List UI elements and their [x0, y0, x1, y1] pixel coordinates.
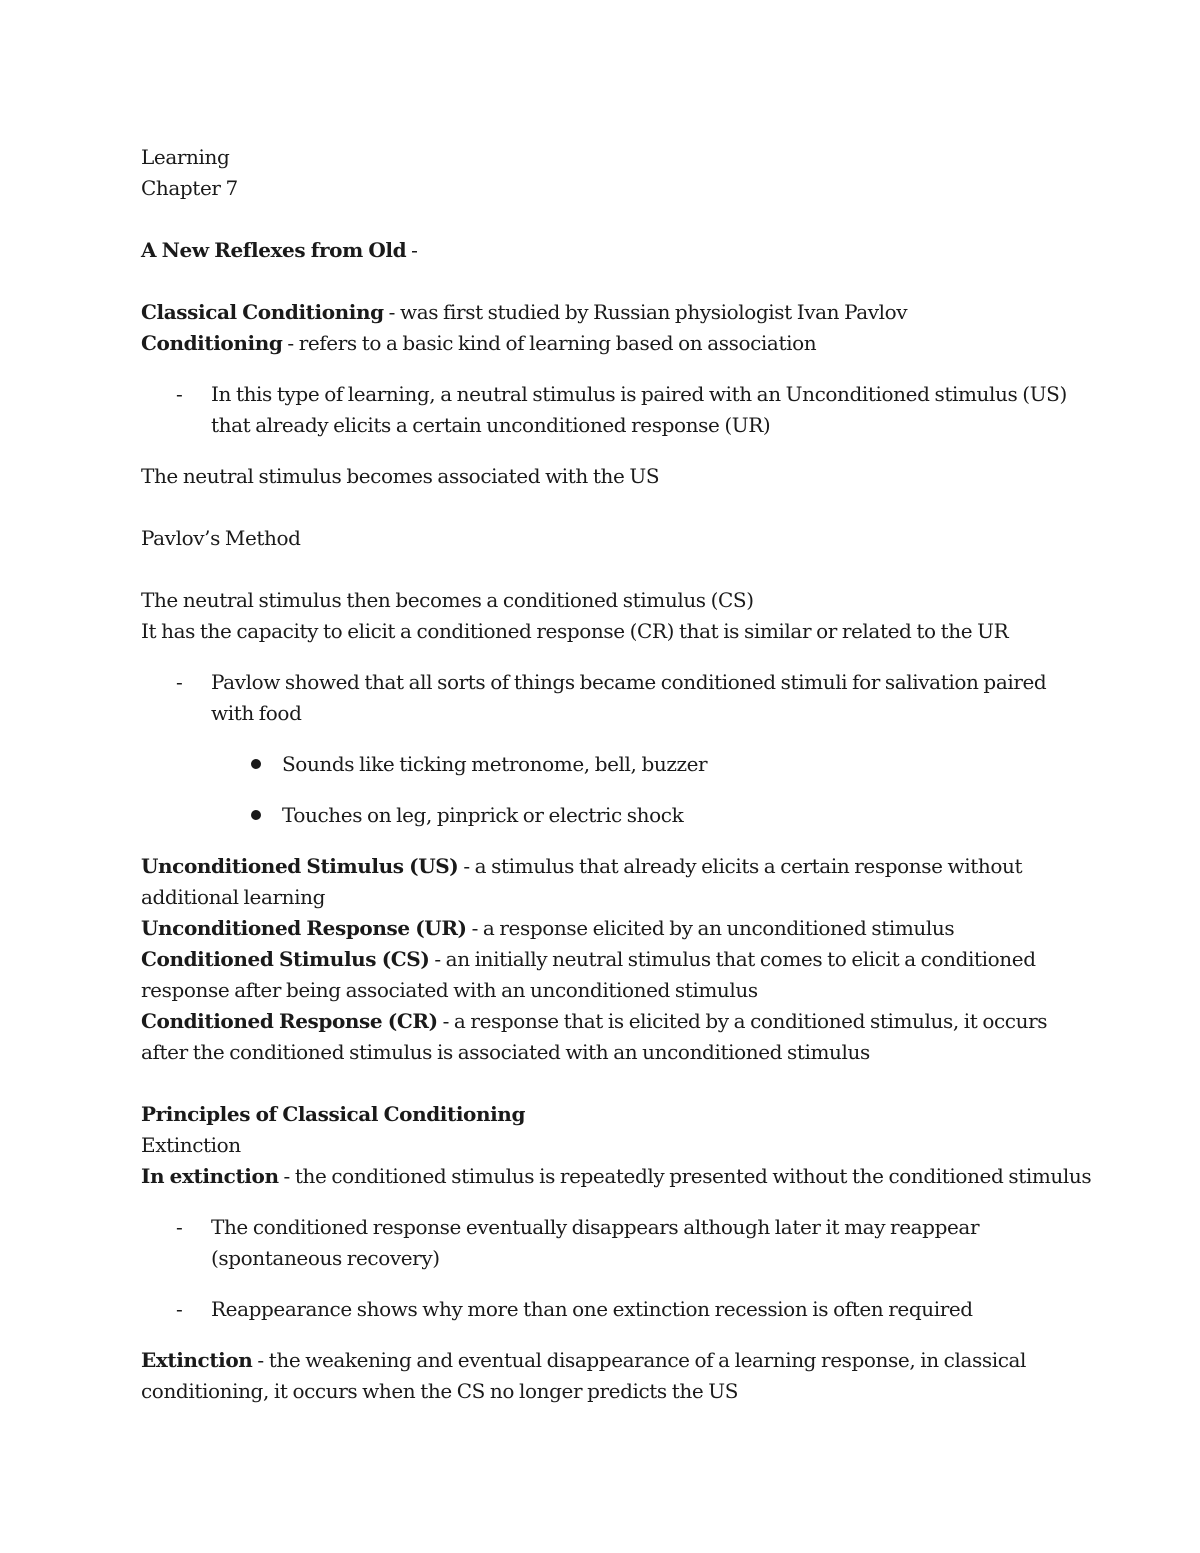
dash-list-item-text: The conditioned response eventually disappears although later it may reappear (spontaneous recovery) [211, 1215, 980, 1270]
dash-list-item [141, 1294, 1071, 1325]
dash-list-item-text: Pavlow showed that all sorts of things became conditioned stimuli for salivation paired with food [211, 670, 1047, 725]
definition-text: - the conditioned stimulus is repeatedly presented without the conditioned stimulus [278, 1164, 1092, 1188]
term-unconditioned-response: Unconditioned Response (UR) [141, 916, 467, 940]
body-line: The neutral stimulus then becomes a conditioned stimulus (CS) [141, 588, 754, 612]
doc-title: Learning [141, 145, 230, 169]
term-unconditioned-stimulus: Unconditioned Stimulus (US) [141, 854, 459, 878]
definition-extinction [141, 1345, 1071, 1407]
definition-conditioning [141, 328, 1071, 359]
bullet-list-item [141, 749, 1071, 780]
definition-unconditioned-stimulus [141, 851, 1071, 913]
definition-conditioned-stimulus [141, 944, 1071, 1006]
chapter-label: Chapter 7 [141, 176, 238, 200]
definition-text: - an initially neutral stimulus that comes to elicit a conditioned response after being associated with an unconditioned stimulus [141, 947, 1036, 1002]
definition-text: - a response elicited by an unconditioned stimulus [466, 916, 955, 940]
body-line: The neutral stimulus becomes associated with the US [141, 464, 660, 488]
term-conditioning: Conditioning [141, 331, 283, 355]
dash-list-item [141, 379, 1071, 441]
bullet-icon [251, 759, 261, 769]
bullet-list-item-text: Sounds like ticking metronome, bell, buzzer [282, 752, 708, 776]
spacer [141, 204, 1071, 235]
bullet-list-item [141, 800, 1071, 831]
term-conditioned-stimulus: Conditioned Stimulus (CS) [141, 947, 430, 971]
term-classical-conditioning: Classical Conditioning [141, 300, 384, 324]
definition-text: - a response that is elicited by a conditioned stimulus, it occurs after the conditioned stimulus is associated with an unconditioned stimulus [141, 1009, 1048, 1064]
definition-conditioned-response [141, 1006, 1071, 1068]
body-line: It has the capacity to elicit a conditioned response (CR) that is similar or related to the UR [141, 619, 1009, 643]
bullet-icon [251, 810, 261, 820]
dash-marker: - [176, 382, 183, 406]
definition-text: - was first studied by Russian physiologist Ivan Pavlov [383, 300, 908, 324]
spacer [141, 554, 1071, 585]
term-extinction: Extinction [141, 1348, 253, 1372]
definition-text: - refers to a basic kind of learning based on association [282, 331, 817, 355]
definition-in-extinction [141, 1161, 1092, 1192]
dash-list-item-text: Reappearance shows why more than one extinction recession is often required [211, 1297, 973, 1321]
definition-text: - a stimulus that already elicits a certain response without additional learning [141, 854, 1023, 909]
dash-marker: - [176, 1297, 183, 1321]
principles-heading-text: Principles of Classical Conditioning [141, 1102, 526, 1126]
spacer [141, 1068, 1071, 1099]
definition-unconditioned-response [141, 913, 1071, 944]
subheading-pavlov-method: Pavlov’s Method [141, 526, 301, 550]
dash-list-item [141, 1212, 1071, 1274]
document-body [141, 142, 1092, 1407]
definition-text: - the weakening and eventual disappearance of a learning response, in classical conditioning, it occurs when the CS no longer predicts the US [141, 1348, 1027, 1403]
dash-list-item [141, 667, 1071, 729]
dash-marker: - [176, 670, 183, 694]
dash-list-item-text: In this type of learning, a neutral stimulus is paired with an Unconditioned stimulus (US) that already elicits a certain unconditioned response (UR) [211, 382, 1067, 437]
spacer [141, 492, 1071, 523]
section-heading-suffix: - [406, 238, 418, 262]
dash-marker: - [176, 1215, 183, 1239]
definition-classical-conditioning [141, 297, 1071, 328]
section-heading-text: A New Reflexes from Old [141, 238, 407, 262]
section-heading [141, 235, 1071, 266]
principles-heading [141, 1099, 1071, 1130]
spacer [141, 266, 1071, 297]
bullet-list-item-text: Touches on leg, pinprick or electric shock [282, 803, 684, 827]
subheading-extinction: Extinction [141, 1133, 241, 1157]
term-conditioned-response: Conditioned Response (CR) [141, 1009, 438, 1033]
term-in-extinction: In extinction [141, 1164, 279, 1188]
